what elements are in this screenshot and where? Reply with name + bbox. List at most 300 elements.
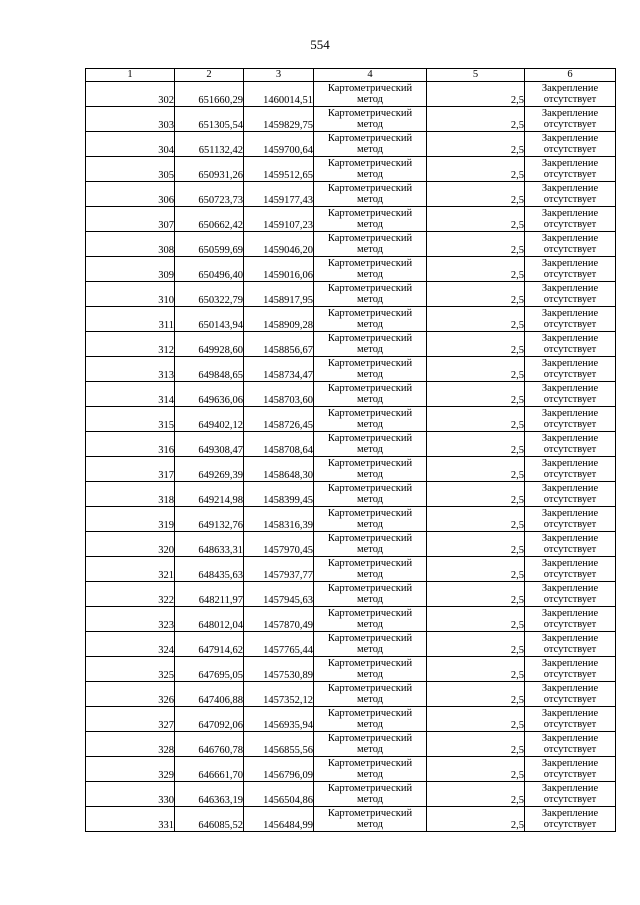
method-cell-line-2: метод <box>356 369 384 380</box>
table-row <box>86 582 616 607</box>
method-cell-line-1: Картометрический <box>327 783 413 794</box>
fixing-cell-line-2: отсутствует <box>543 794 597 805</box>
fixing-cell-line-1: Закрепление <box>541 358 599 369</box>
point-number-cell: 307 <box>86 207 175 232</box>
method-cell-line-2: метод <box>356 794 384 805</box>
y-coordinate-cell: 1457765,44 <box>244 632 314 657</box>
accuracy-cell: 2,5 <box>427 682 525 707</box>
y-coordinate-cell: 1459046,20 <box>244 232 314 257</box>
fixing-cell <box>525 507 616 532</box>
y-coordinate-cell: 1458734,47 <box>244 357 314 382</box>
fixing-cell <box>525 107 616 132</box>
fixing-cell-line-2: отсутствует <box>543 144 597 155</box>
table-row <box>86 457 616 482</box>
table-row <box>86 282 616 307</box>
point-number-cell: 319 <box>86 507 175 532</box>
method-cell <box>314 682 427 707</box>
x-coordinate-cell: 649402,12 <box>175 407 244 432</box>
method-cell-line-1: Картометрический <box>327 733 413 744</box>
fixing-cell-line-1: Закрепление <box>541 683 599 694</box>
method-cell-line-2: метод <box>356 244 384 255</box>
table-row <box>86 507 616 532</box>
method-cell-line-1: Картометрический <box>327 433 413 444</box>
y-coordinate-cell: 1458399,45 <box>244 482 314 507</box>
table-row <box>86 732 616 757</box>
table-row <box>86 607 616 632</box>
x-coordinate-cell: 651660,29 <box>175 82 244 107</box>
header-col-2: 2 <box>175 69 244 82</box>
table-row <box>86 107 616 132</box>
accuracy-cell: 2,5 <box>427 282 525 307</box>
table-header <box>86 69 616 82</box>
fixing-cell-line-2: отсутствует <box>543 219 597 230</box>
accuracy-cell: 2,5 <box>427 357 525 382</box>
accuracy-cell: 2,5 <box>427 657 525 682</box>
method-cell-line-1: Картометрический <box>327 483 413 494</box>
point-number-cell: 317 <box>86 457 175 482</box>
fixing-cell-line-1: Закрепление <box>541 608 599 619</box>
accuracy-cell: 2,5 <box>427 707 525 732</box>
fixing-cell <box>525 807 616 832</box>
fixing-cell <box>525 357 616 382</box>
point-number-cell: 315 <box>86 407 175 432</box>
accuracy-cell: 2,5 <box>427 757 525 782</box>
fixing-cell <box>525 657 616 682</box>
method-cell <box>314 432 427 457</box>
y-coordinate-cell: 1459107,23 <box>244 207 314 232</box>
fixing-cell-line-1: Закрепление <box>541 458 599 469</box>
accuracy-cell: 2,5 <box>427 182 525 207</box>
fixing-cell-line-2: отсутствует <box>543 569 597 580</box>
fixing-cell-line-2: отсутствует <box>543 169 597 180</box>
method-cell-line-1: Картометрический <box>327 683 413 694</box>
accuracy-cell: 2,5 <box>427 157 525 182</box>
x-coordinate-cell: 649308,47 <box>175 432 244 457</box>
point-number-cell: 303 <box>86 107 175 132</box>
fixing-cell <box>525 457 616 482</box>
fixing-cell-line-2: отсутствует <box>543 294 597 305</box>
fixing-cell <box>525 732 616 757</box>
fixing-cell <box>525 707 616 732</box>
method-cell <box>314 582 427 607</box>
accuracy-cell: 2,5 <box>427 557 525 582</box>
fixing-cell <box>525 332 616 357</box>
point-number-cell: 324 <box>86 632 175 657</box>
method-cell-line-2: метод <box>356 319 384 330</box>
point-number-cell: 305 <box>86 157 175 182</box>
point-number-cell: 331 <box>86 807 175 832</box>
x-coordinate-cell: 648211,97 <box>175 582 244 607</box>
fixing-cell-line-2: отсутствует <box>543 519 597 530</box>
method-cell-line-1: Картометрический <box>327 383 413 394</box>
point-number-cell: 313 <box>86 357 175 382</box>
method-cell <box>314 807 427 832</box>
fixing-cell-line-1: Закрепление <box>541 158 599 169</box>
fixing-cell <box>525 432 616 457</box>
method-cell-line-1: Картометрический <box>327 233 413 244</box>
fixing-cell-line-2: отсутствует <box>543 744 597 755</box>
method-cell <box>314 507 427 532</box>
table-row <box>86 482 616 507</box>
method-cell-line-1: Картометрический <box>327 608 413 619</box>
fixing-cell-line-2: отсутствует <box>543 194 597 205</box>
x-coordinate-cell: 649214,98 <box>175 482 244 507</box>
y-coordinate-cell: 1458856,67 <box>244 332 314 357</box>
fixing-cell-line-2: отсутствует <box>543 419 597 430</box>
x-coordinate-cell: 649269,39 <box>175 457 244 482</box>
y-coordinate-cell: 1457870,49 <box>244 607 314 632</box>
method-cell-line-1: Картометрический <box>327 408 413 419</box>
method-cell <box>314 382 427 407</box>
point-number-cell: 309 <box>86 257 175 282</box>
y-coordinate-cell: 1456796,09 <box>244 757 314 782</box>
fixing-cell <box>525 307 616 332</box>
method-cell-line-1: Картометрический <box>327 558 413 569</box>
method-cell-line-2: метод <box>356 94 384 105</box>
fixing-cell-line-2: отсутствует <box>543 319 597 330</box>
point-number-cell: 308 <box>86 232 175 257</box>
method-cell-line-2: метод <box>356 494 384 505</box>
method-cell <box>314 332 427 357</box>
method-cell-line-1: Картометрический <box>327 808 413 819</box>
fixing-cell-line-2: отсутствует <box>543 394 597 405</box>
point-number-cell: 316 <box>86 432 175 457</box>
table-row <box>86 157 616 182</box>
table-row <box>86 807 616 832</box>
x-coordinate-cell: 647695,05 <box>175 657 244 682</box>
method-cell <box>314 532 427 557</box>
table-body <box>86 82 616 832</box>
header-col-6: 6 <box>525 69 616 82</box>
fixing-cell-line-2: отсутствует <box>543 244 597 255</box>
method-cell-line-2: метод <box>356 394 384 405</box>
accuracy-cell: 2,5 <box>427 257 525 282</box>
point-number-cell: 314 <box>86 382 175 407</box>
fixing-cell-line-2: отсутствует <box>543 769 597 780</box>
y-coordinate-cell: 1458917,95 <box>244 282 314 307</box>
method-cell-line-1: Картометрический <box>327 333 413 344</box>
accuracy-cell: 2,5 <box>427 382 525 407</box>
fixing-cell <box>525 182 616 207</box>
x-coordinate-cell: 648435,63 <box>175 557 244 582</box>
method-cell <box>314 732 427 757</box>
accuracy-cell: 2,5 <box>427 432 525 457</box>
method-cell-line-1: Картометрический <box>327 183 413 194</box>
x-coordinate-cell: 646760,78 <box>175 732 244 757</box>
method-cell <box>314 132 427 157</box>
x-coordinate-cell: 648012,04 <box>175 607 244 632</box>
method-cell-line-1: Картометрический <box>327 208 413 219</box>
fixing-cell <box>525 382 616 407</box>
y-coordinate-cell: 1459829,75 <box>244 107 314 132</box>
point-number-cell: 329 <box>86 757 175 782</box>
fixing-cell <box>525 282 616 307</box>
fixing-cell-line-2: отсутствует <box>543 444 597 455</box>
method-cell <box>314 357 427 382</box>
method-cell-line-2: метод <box>356 594 384 605</box>
fixing-cell-line-1: Закрепление <box>541 583 599 594</box>
point-number-cell: 306 <box>86 182 175 207</box>
fixing-cell-line-1: Закрепление <box>541 508 599 519</box>
fixing-cell <box>525 782 616 807</box>
y-coordinate-cell: 1459512,65 <box>244 157 314 182</box>
method-cell-line-2: метод <box>356 694 384 705</box>
point-number-cell: 321 <box>86 557 175 582</box>
method-cell-line-1: Картометрический <box>327 633 413 644</box>
fixing-cell-line-2: отсутствует <box>543 269 597 280</box>
method-cell-line-2: метод <box>356 219 384 230</box>
table-row <box>86 382 616 407</box>
y-coordinate-cell: 1456935,94 <box>244 707 314 732</box>
fixing-cell-line-1: Закрепление <box>541 133 599 144</box>
accuracy-cell: 2,5 <box>427 307 525 332</box>
x-coordinate-cell: 646661,70 <box>175 757 244 782</box>
header-col-4: 4 <box>314 69 427 82</box>
accuracy-cell: 2,5 <box>427 482 525 507</box>
y-coordinate-cell: 1459700,64 <box>244 132 314 157</box>
fixing-cell-line-2: отсутствует <box>543 644 597 655</box>
y-coordinate-cell: 1459177,43 <box>244 182 314 207</box>
point-number-cell: 302 <box>86 82 175 107</box>
accuracy-cell: 2,5 <box>427 407 525 432</box>
point-number-cell: 318 <box>86 482 175 507</box>
table-row <box>86 782 616 807</box>
fixing-cell-line-1: Закрепление <box>541 183 599 194</box>
method-cell <box>314 707 427 732</box>
method-cell-line-2: метод <box>356 344 384 355</box>
method-cell <box>314 632 427 657</box>
header-col-1: 1 <box>86 69 175 82</box>
accuracy-cell: 2,5 <box>427 132 525 157</box>
point-number-cell: 312 <box>86 332 175 357</box>
x-coordinate-cell: 651305,54 <box>175 107 244 132</box>
fixing-cell-line-1: Закрепление <box>541 258 599 269</box>
method-cell-line-2: метод <box>356 619 384 630</box>
point-number-cell: 328 <box>86 732 175 757</box>
y-coordinate-cell: 1456504,86 <box>244 782 314 807</box>
fixing-cell <box>525 607 616 632</box>
table-row <box>86 657 616 682</box>
y-coordinate-cell: 1458909,28 <box>244 307 314 332</box>
fixing-cell-line-1: Закрепление <box>541 333 599 344</box>
table-row <box>86 132 616 157</box>
point-number-cell: 323 <box>86 607 175 632</box>
method-cell-line-1: Картометрический <box>327 458 413 469</box>
table-row <box>86 207 616 232</box>
table-row <box>86 682 616 707</box>
fixing-cell-line-1: Закрепление <box>541 758 599 769</box>
method-cell-line-2: метод <box>356 269 384 280</box>
table-row <box>86 757 616 782</box>
fixing-cell-line-1: Закрепление <box>541 708 599 719</box>
table-row <box>86 357 616 382</box>
method-cell <box>314 657 427 682</box>
method-cell-line-1: Картометрический <box>327 708 413 719</box>
method-cell <box>314 182 427 207</box>
x-coordinate-cell: 650931,26 <box>175 157 244 182</box>
method-cell <box>314 257 427 282</box>
point-number-cell: 304 <box>86 132 175 157</box>
method-cell-line-2: метод <box>356 419 384 430</box>
method-cell <box>314 782 427 807</box>
fixing-cell-line-1: Закрепление <box>541 108 599 119</box>
y-coordinate-cell: 1457937,77 <box>244 557 314 582</box>
fixing-cell-line-1: Закрепление <box>541 308 599 319</box>
x-coordinate-cell: 648633,31 <box>175 532 244 557</box>
fixing-cell-line-1: Закрепление <box>541 558 599 569</box>
fixing-cell-line-1: Закрепление <box>541 283 599 294</box>
accuracy-cell: 2,5 <box>427 582 525 607</box>
fixing-cell-line-2: отсутствует <box>543 694 597 705</box>
fixing-cell-line-2: отсутствует <box>543 494 597 505</box>
fixing-cell-line-1: Закрепление <box>541 208 599 219</box>
fixing-cell-line-1: Закрепление <box>541 658 599 669</box>
accuracy-cell: 2,5 <box>427 532 525 557</box>
method-cell-line-2: метод <box>356 744 384 755</box>
fixing-cell <box>525 207 616 232</box>
fixing-cell-line-1: Закрепление <box>541 408 599 419</box>
fixing-cell <box>525 557 616 582</box>
fixing-cell-line-1: Закрепление <box>541 233 599 244</box>
y-coordinate-cell: 1456855,56 <box>244 732 314 757</box>
method-cell <box>314 557 427 582</box>
fixing-cell-line-2: отсутствует <box>543 94 597 105</box>
fixing-cell <box>525 257 616 282</box>
point-number-cell: 327 <box>86 707 175 732</box>
fixing-cell <box>525 582 616 607</box>
fixing-cell <box>525 407 616 432</box>
fixing-cell-line-2: отсутствует <box>543 544 597 555</box>
table-row <box>86 432 616 457</box>
y-coordinate-cell: 1458726,45 <box>244 407 314 432</box>
table-row <box>86 532 616 557</box>
x-coordinate-cell: 650599,69 <box>175 232 244 257</box>
method-cell <box>314 407 427 432</box>
y-coordinate-cell: 1459016,06 <box>244 257 314 282</box>
accuracy-cell: 2,5 <box>427 82 525 107</box>
x-coordinate-cell: 650662,42 <box>175 207 244 232</box>
page-number: 554 <box>310 37 330 52</box>
method-cell <box>314 107 427 132</box>
method-cell <box>314 482 427 507</box>
table-row <box>86 307 616 332</box>
accuracy-cell: 2,5 <box>427 507 525 532</box>
accuracy-cell: 2,5 <box>427 807 525 832</box>
point-number-cell: 320 <box>86 532 175 557</box>
method-cell <box>314 157 427 182</box>
method-cell-line-2: метод <box>356 544 384 555</box>
method-cell-line-1: Картометрический <box>327 583 413 594</box>
table-row <box>86 82 616 107</box>
table-row <box>86 332 616 357</box>
fixing-cell-line-2: отсутствует <box>543 469 597 480</box>
method-cell <box>314 207 427 232</box>
table-row <box>86 407 616 432</box>
table-row <box>86 557 616 582</box>
fixing-cell-line-2: отсутствует <box>543 819 597 830</box>
method-cell-line-2: метод <box>356 769 384 780</box>
method-cell-line-2: метод <box>356 169 384 180</box>
x-coordinate-cell: 647092,06 <box>175 707 244 732</box>
table-row <box>86 232 616 257</box>
method-cell-line-1: Картометрический <box>327 133 413 144</box>
method-cell-line-1: Картометрический <box>327 158 413 169</box>
fixing-cell-line-1: Закрепление <box>541 433 599 444</box>
y-coordinate-cell: 1458316,39 <box>244 507 314 532</box>
fixing-cell-line-2: отсутствует <box>543 719 597 730</box>
accuracy-cell: 2,5 <box>427 232 525 257</box>
point-number-cell: 325 <box>86 657 175 682</box>
accuracy-cell: 2,5 <box>427 782 525 807</box>
x-coordinate-cell: 650496,40 <box>175 257 244 282</box>
accuracy-cell: 2,5 <box>427 632 525 657</box>
accuracy-cell: 2,5 <box>427 107 525 132</box>
method-cell-line-1: Картометрический <box>327 358 413 369</box>
method-cell-line-2: метод <box>356 644 384 655</box>
method-cell-line-2: метод <box>356 669 384 680</box>
method-cell <box>314 82 427 107</box>
accuracy-cell: 2,5 <box>427 732 525 757</box>
fixing-cell <box>525 82 616 107</box>
coordinates-table <box>85 68 616 832</box>
method-cell <box>314 232 427 257</box>
fixing-cell-line-1: Закрепление <box>541 808 599 819</box>
y-coordinate-cell: 1458648,30 <box>244 457 314 482</box>
method-cell-line-1: Картометрический <box>327 508 413 519</box>
method-cell-line-1: Картометрический <box>327 308 413 319</box>
y-coordinate-cell: 1456484,99 <box>244 807 314 832</box>
method-cell <box>314 457 427 482</box>
fixing-cell-line-2: отсутствует <box>543 594 597 605</box>
fixing-cell <box>525 482 616 507</box>
point-number-cell: 311 <box>86 307 175 332</box>
x-coordinate-cell: 649636,06 <box>175 382 244 407</box>
y-coordinate-cell: 1457970,45 <box>244 532 314 557</box>
header-col-5: 5 <box>427 69 525 82</box>
fixing-cell-line-2: отсутствует <box>543 369 597 380</box>
table-row <box>86 257 616 282</box>
accuracy-cell: 2,5 <box>427 457 525 482</box>
fixing-cell-line-1: Закрепление <box>541 733 599 744</box>
table-row <box>86 632 616 657</box>
method-cell-line-1: Картометрический <box>327 108 413 119</box>
x-coordinate-cell: 647406,88 <box>175 682 244 707</box>
point-number-cell: 326 <box>86 682 175 707</box>
method-cell-line-1: Картометрический <box>327 283 413 294</box>
header-col-3: 3 <box>244 69 314 82</box>
table-row <box>86 182 616 207</box>
method-cell <box>314 607 427 632</box>
y-coordinate-cell: 1457945,63 <box>244 582 314 607</box>
y-coordinate-cell: 1460014,51 <box>244 82 314 107</box>
x-coordinate-cell: 649848,65 <box>175 357 244 382</box>
method-cell <box>314 307 427 332</box>
accuracy-cell: 2,5 <box>427 207 525 232</box>
method-cell-line-2: метод <box>356 819 384 830</box>
fixing-cell <box>525 132 616 157</box>
method-cell <box>314 757 427 782</box>
y-coordinate-cell: 1458708,64 <box>244 432 314 457</box>
method-cell-line-2: метод <box>356 194 384 205</box>
fixing-cell-line-2: отсутствует <box>543 619 597 630</box>
fixing-cell-line-1: Закрепление <box>541 483 599 494</box>
method-cell-line-2: метод <box>356 144 384 155</box>
header-row <box>86 69 616 82</box>
fixing-cell-line-2: отсутствует <box>543 119 597 130</box>
method-cell-line-2: метод <box>356 119 384 130</box>
method-cell <box>314 282 427 307</box>
method-cell-line-2: метод <box>356 294 384 305</box>
